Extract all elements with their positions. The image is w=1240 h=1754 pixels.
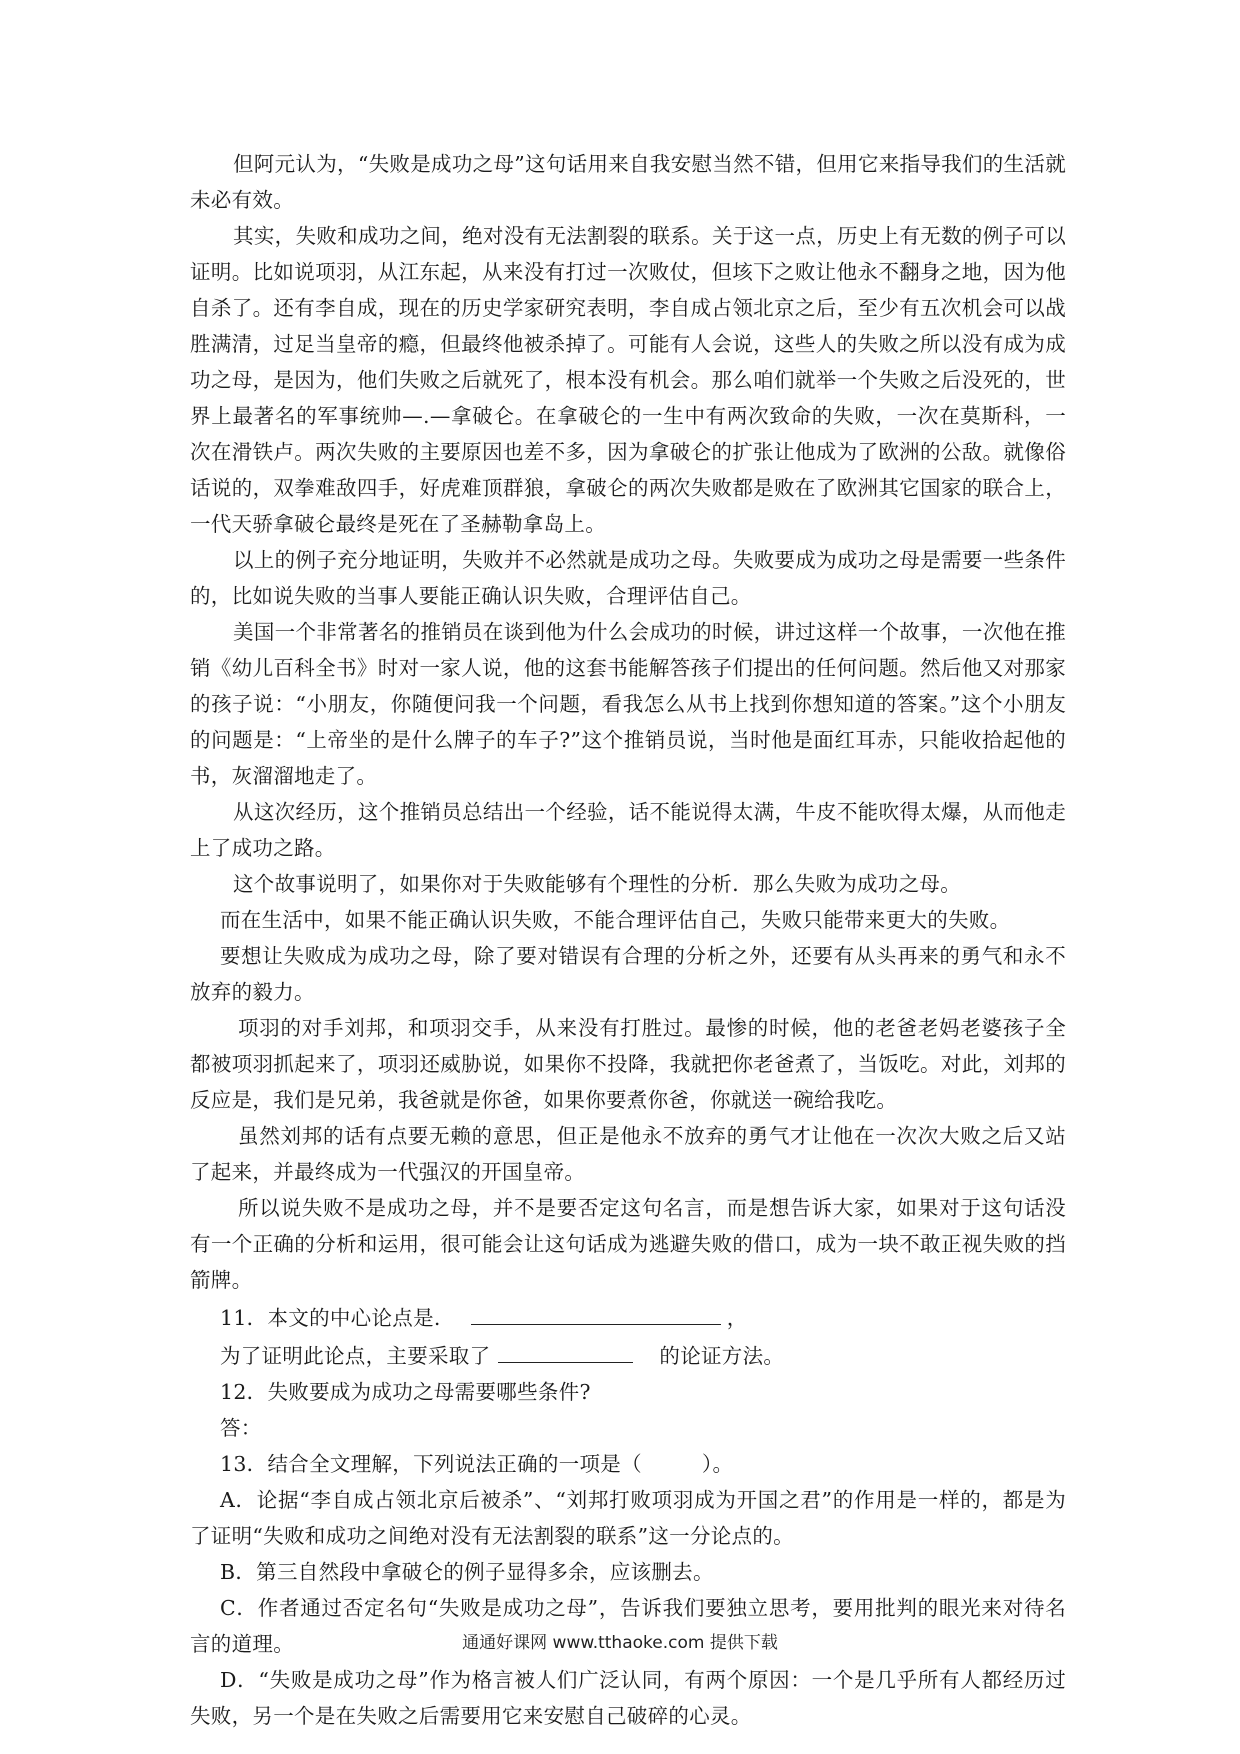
- page-footer: 通通好课网 www.tthaoke.com 提供下载: [462, 1633, 778, 1653]
- question-11-line2-suffix: 的论证方法。: [659, 1344, 785, 1368]
- option-a: A．论据“李自成占领北京后被杀”、“刘邦打败项羽成为开国之君”的作用是一样的，都是为了证明“失败和成功之间绝对没有无法割裂的联系”这一分论点的。: [190, 1488, 1066, 1548]
- question-11-line2: [190, 1336, 1066, 1374]
- article-body: [190, 146, 1066, 1734]
- paragraph-6: 这个故事说明了，如果你对于失败能够有个理性的分析．那么失败为成功之母。: [233, 872, 961, 896]
- answer-blank-method[interactable]: [498, 1336, 633, 1363]
- answer-blank-central-argument[interactable]: [471, 1298, 721, 1325]
- option-c: C．作者通过否定名句“失败是成功之母”，告诉我们要独立思考，要用批判的眼光来对待名言的道理。: [190, 1596, 1066, 1656]
- paragraph-1: 但阿元认为，“失败是成功之母”这句话用来自我安慰当然不错，但用它来指导我们的生活就未必有效。: [190, 152, 1066, 212]
- question-11-prefix: 11．本文的中心论点是.: [220, 1306, 441, 1330]
- option-d: D．“失败是成功之母”作为格言被人们广泛认同，有两个原因：一个是几乎所有人都经历过失败，另一个是在失败之后需要用它来安慰自己破碎的心灵。: [190, 1668, 1066, 1728]
- option-b: B．第三自然段中拿破仑的例子显得多余，应该删去。: [220, 1560, 714, 1584]
- question-11-line2-prefix: 为了证明此论点，主要采取了: [220, 1344, 491, 1368]
- paragraph-8: 要想让失败成为成功之母，除了要对错误有合理的分析之外，还要有从头再来的勇气和永不放弃的毅力。: [190, 944, 1066, 1004]
- question-12-answer: 答：: [220, 1416, 262, 1440]
- question-12: 12．失败要成为成功之母需要哪些条件?: [220, 1380, 591, 1404]
- paragraph-3: 以上的例子充分地证明，失败并不必然就是成功之母。失败要成为成功之母是需要一些条件的，比如说失败的当事人要能正确认识失败，合理评估自己。: [190, 548, 1066, 608]
- paragraph-9: 项羽的对手刘邦，和项羽交手，从来没有打胜过。最惨的时候，他的老爸老妈老婆孩子全都被项羽抓起来了，项羽还威胁说，如果你不投降，我就把你老爸煮了，当饭吃。对此，刘邦的反应是，我们是兄弟，我爸就是你爸，如果你要煮你爸，你就送一碗给我吃。: [190, 1016, 1066, 1112]
- question-11: [190, 1298, 1066, 1336]
- paragraph-7: 而在生活中，如果不能正确认识失败，不能合理评估自己，失败只能带来更大的失败。: [220, 908, 1011, 932]
- paragraph-5: 从这次经历，这个推销员总结出一个经验，话不能说得太满，牛皮不能吹得太爆，从而他走上了成功之路。: [190, 800, 1066, 860]
- paragraph-11: 所以说失败不是成功之母，并不是要否定这句名言，而是想告诉大家，如果对于这句话没有一个正确的分析和运用，很可能会让这句话成为逃避失败的借口，成为一块不敢正视失败的挡箭牌。: [190, 1196, 1066, 1292]
- question-13-prefix: 13．结合全文理解，下列说法正确的一项是（: [220, 1452, 642, 1476]
- paragraph-10: 虽然刘邦的话有点要无赖的意思，但正是他永不放弃的勇气才让他在一次次大败之后又站了起来，并最终成为一代强汉的开国皇帝。: [190, 1124, 1066, 1184]
- question-11-suffix: ，: [726, 1306, 748, 1330]
- paragraph-2: 其实，失败和成功之间，绝对没有无法割裂的联系。关于这一点，历史上有无数的例子可以证明。比如说项羽，从江东起，从来没有打过一次败仗，但垓下之败让他永不翻身之地，因为他自杀了。还有李自成，现在的历史学家研究表明，李自成占领北京之后，至少有五次机会可以战胜满清，过足当皇帝的瘾，但最终他被杀掉了。可能有人会说，这些人的失败之所以没有成为成功之母，是因为，他们失败之后就死了，根本没有机会。那么咱们就举一个失败之后没死的，世界上最著名的军事统帅—.—拿破仑。在拿破仑的一生中有两次致命的失败，一次在莫斯科，一次在滑铁卢。两次失败的主要原因也差不多，因为拿破仑的扩张让他成为了欧洲的公敌。就像俗话说的，双拳难敌四手，好虎难顶群狼，拿破仑的两次失败都是败在了欧洲其它国家的联合上，一代天骄拿破仑最终是死在了圣赫勒拿岛上。: [190, 224, 1066, 536]
- paragraph-4: 美国一个非常著名的推销员在谈到他为什么会成功的时候，讲过这样一个故事，一次他在推销《幼儿百科全书》时对一家人说，他的这套书能解答孩子们提出的任何问题。然后他又对那家的孩子说：“小朋友，你随便问我一个问题，看我怎么从书上找到你想知道的答案。”这个小朋友的问题是：“上帝坐的是什么牌子的车子?”这个推销员说，当时他是面红耳赤，只能收拾起他的书，灰溜溜地走了。: [190, 620, 1066, 788]
- question-13-suffix: ）。: [701, 1452, 734, 1476]
- question-13: [190, 1446, 1066, 1482]
